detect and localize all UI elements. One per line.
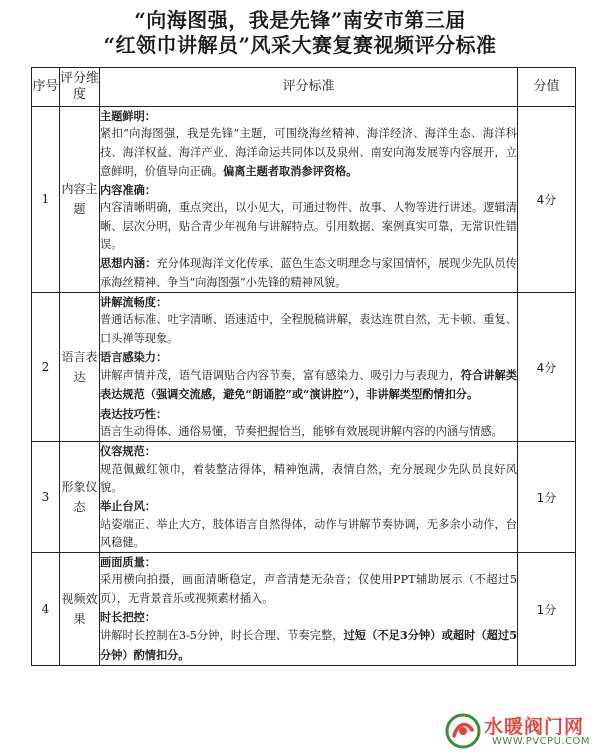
- table-row: [32, 553, 576, 666]
- title-line-2: “红领巾讲解员”风采大赛复赛视频评分标准: [103, 33, 497, 57]
- document-title: [0, 8, 600, 58]
- row-score: 1分: [518, 553, 576, 666]
- criterion-text: 讲解声情并茂，语气语调贴合内容节奏，富有感染力、吸引力与表现力，符合讲解类表达规范（强调交流感，避免“朗诵腔”或“演讲腔”），非讲解类型酌情扣分。: [100, 368, 517, 402]
- criterion-text: 采用横向拍摄，画面清晰稳定，声音清楚无杂音；仅使用PPT辅助展示（不超过5页），无背景音乐或视频素材插入。: [100, 573, 517, 605]
- row-score: 1分: [518, 442, 576, 553]
- row-score: 4分: [518, 107, 576, 293]
- header-no: 序号: [32, 68, 60, 107]
- site-watermark: [444, 710, 594, 752]
- title-line-1: “向海图强，我是先锋”南安市第三届: [134, 8, 466, 32]
- criterion-text: 规范佩戴红领巾，着装整洁得体，精神饱满，表情自然，充分展现少先队员良好风貌。: [100, 462, 517, 494]
- row-dimension: 视频效果: [60, 553, 100, 666]
- criterion-text: 思想内涵：充分体现海洋文化传承、蓝色生态文明理念与家国情怀，展现少先队员传承海丝精神、争当“向海图强”小先锋的精神风貌。: [100, 256, 517, 289]
- row-score: 4分: [518, 292, 576, 441]
- criterion-title: 仪容规范：: [100, 444, 156, 459]
- row-dimension: 语言表达: [60, 292, 100, 441]
- row-dimension: 形象仪态: [60, 442, 100, 553]
- row-dimension: 内容主题: [60, 107, 100, 293]
- criterion-text: 站姿端正、举止大方，肢体语言自然得体，动作与讲解节奏协调，无多余小动作，台风稳健。: [100, 517, 517, 549]
- criterion-text: 讲解时长控制在3-5分钟，时长合理、节奏完整，过短（不足3分钟）或超时（超过5分钟）酌情扣分。: [100, 628, 517, 662]
- table-row: [32, 107, 576, 293]
- criterion-title: 画面质量：: [100, 555, 156, 570]
- header-score: 分值: [518, 68, 576, 107]
- scoring-table: [31, 67, 576, 666]
- row-criteria: [100, 292, 518, 441]
- criterion-title: 主题鲜明：: [100, 109, 156, 123]
- row-number: 1: [32, 107, 60, 293]
- criterion-title: 时长把控：: [100, 610, 156, 625]
- row-criteria: [100, 553, 518, 666]
- criterion-title: 内容准确：: [100, 183, 156, 198]
- criterion-text: 紧扣“向海图强，我是先锋”主题，可围绕海丝精神、海洋经济、海洋生态、海洋科技、海洋权益、海洋产业、海洋命运共同体以及泉州、南安向海发展等内容展开，立意鲜明，价值导向正确。偏离主题者取消参评资格。: [100, 127, 517, 178]
- site-logo-icon: [444, 712, 482, 750]
- row-number: 3: [32, 442, 60, 553]
- criterion-title: 语言感染力：: [100, 349, 168, 364]
- watermark-name: 水暖阀门网: [484, 716, 585, 738]
- header-dimension: 评分维度: [60, 68, 100, 107]
- row-criteria: [100, 107, 518, 293]
- criterion-title: 举止台风：: [100, 499, 156, 514]
- table-row: [32, 292, 576, 441]
- row-number: 4: [32, 553, 60, 666]
- criterion-title: 思想内涵：: [100, 256, 157, 271]
- criterion-text: 语言生动得体、通俗易懂，节奏把握恰当，能够有效展现讲解内容的内涵与情感。: [100, 425, 503, 439]
- watermark-url: WWW.PVCPU.COM: [492, 736, 591, 747]
- criterion-text: 内容清晰明确，重点突出，以小见大，可通过物件、故事、人物等进行讲述。逻辑清晰、层次分明，贴合青少年视角与讲解特点。引用数据、案例真实可靠，无常识性错误。: [100, 201, 517, 252]
- table-row: [32, 442, 576, 553]
- header-standard: 评分标准: [100, 68, 518, 107]
- criterion-text: 普通话标准、吐字清晰、语速适中，全程脱稿讲解，表达连贯自然，无卡顿、重复、口头禅等现象。: [100, 313, 517, 345]
- criterion-title: 讲解流畅度：: [100, 294, 168, 309]
- row-criteria: [100, 442, 518, 553]
- row-number: 2: [32, 292, 60, 441]
- table-header-row: [32, 68, 576, 107]
- criterion-title: 表达技巧性：: [100, 406, 168, 421]
